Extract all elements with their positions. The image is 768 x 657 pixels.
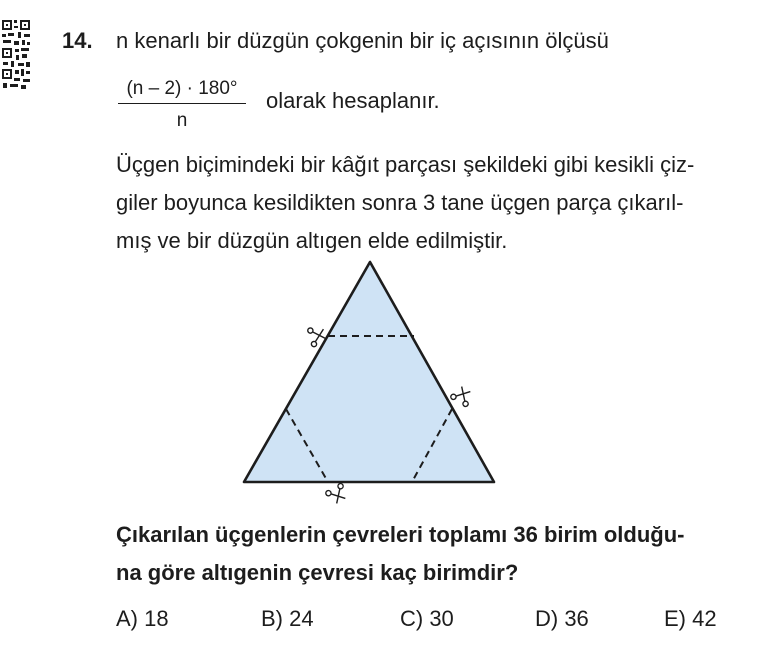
scissors-icon xyxy=(450,384,474,407)
paragraph-line: Üçgen biçimindeki bir kâğıt parçası şekildeki gibi kesikli çiz- xyxy=(116,152,695,177)
prompt-line: na göre altıgenin çevresi kaç birimdir? xyxy=(116,560,519,585)
question-number: 14. xyxy=(62,28,93,53)
choice-c[interactable]: C) 30 xyxy=(400,606,454,631)
choice-e[interactable]: E) 42 xyxy=(664,606,717,631)
question-intro: n kenarlı bir düzgün çokgenin bir iç açısının ölçüsü xyxy=(116,28,609,53)
scissors-icon xyxy=(325,483,349,506)
triangle-figure xyxy=(236,256,496,506)
formula-caption: olarak hesaplanır. xyxy=(266,88,440,113)
choice-b[interactable]: B) 24 xyxy=(261,606,314,631)
question-prompt xyxy=(116,516,740,592)
formula-fraction xyxy=(118,78,246,132)
prompt-line: Çıkarılan üçgenlerin çevreleri toplamı 36 birim olduğu- xyxy=(116,522,685,547)
choice-d[interactable]: D) 36 xyxy=(535,606,589,631)
choice-a[interactable]: A) 18 xyxy=(116,606,169,631)
qr-code-icon xyxy=(0,18,32,92)
paragraph-line: mış ve bir düzgün altıgen elde edilmiştir. xyxy=(116,228,508,253)
paper-triangle xyxy=(244,262,494,482)
formula-denominator: n xyxy=(176,110,188,131)
question-paragraph xyxy=(116,146,740,260)
paragraph-line: giler boyunca kesildikten sonra 3 tane üçgen parça çıkarıl- xyxy=(116,190,684,215)
formula-numerator: (n – 2) · 180° xyxy=(118,78,246,104)
